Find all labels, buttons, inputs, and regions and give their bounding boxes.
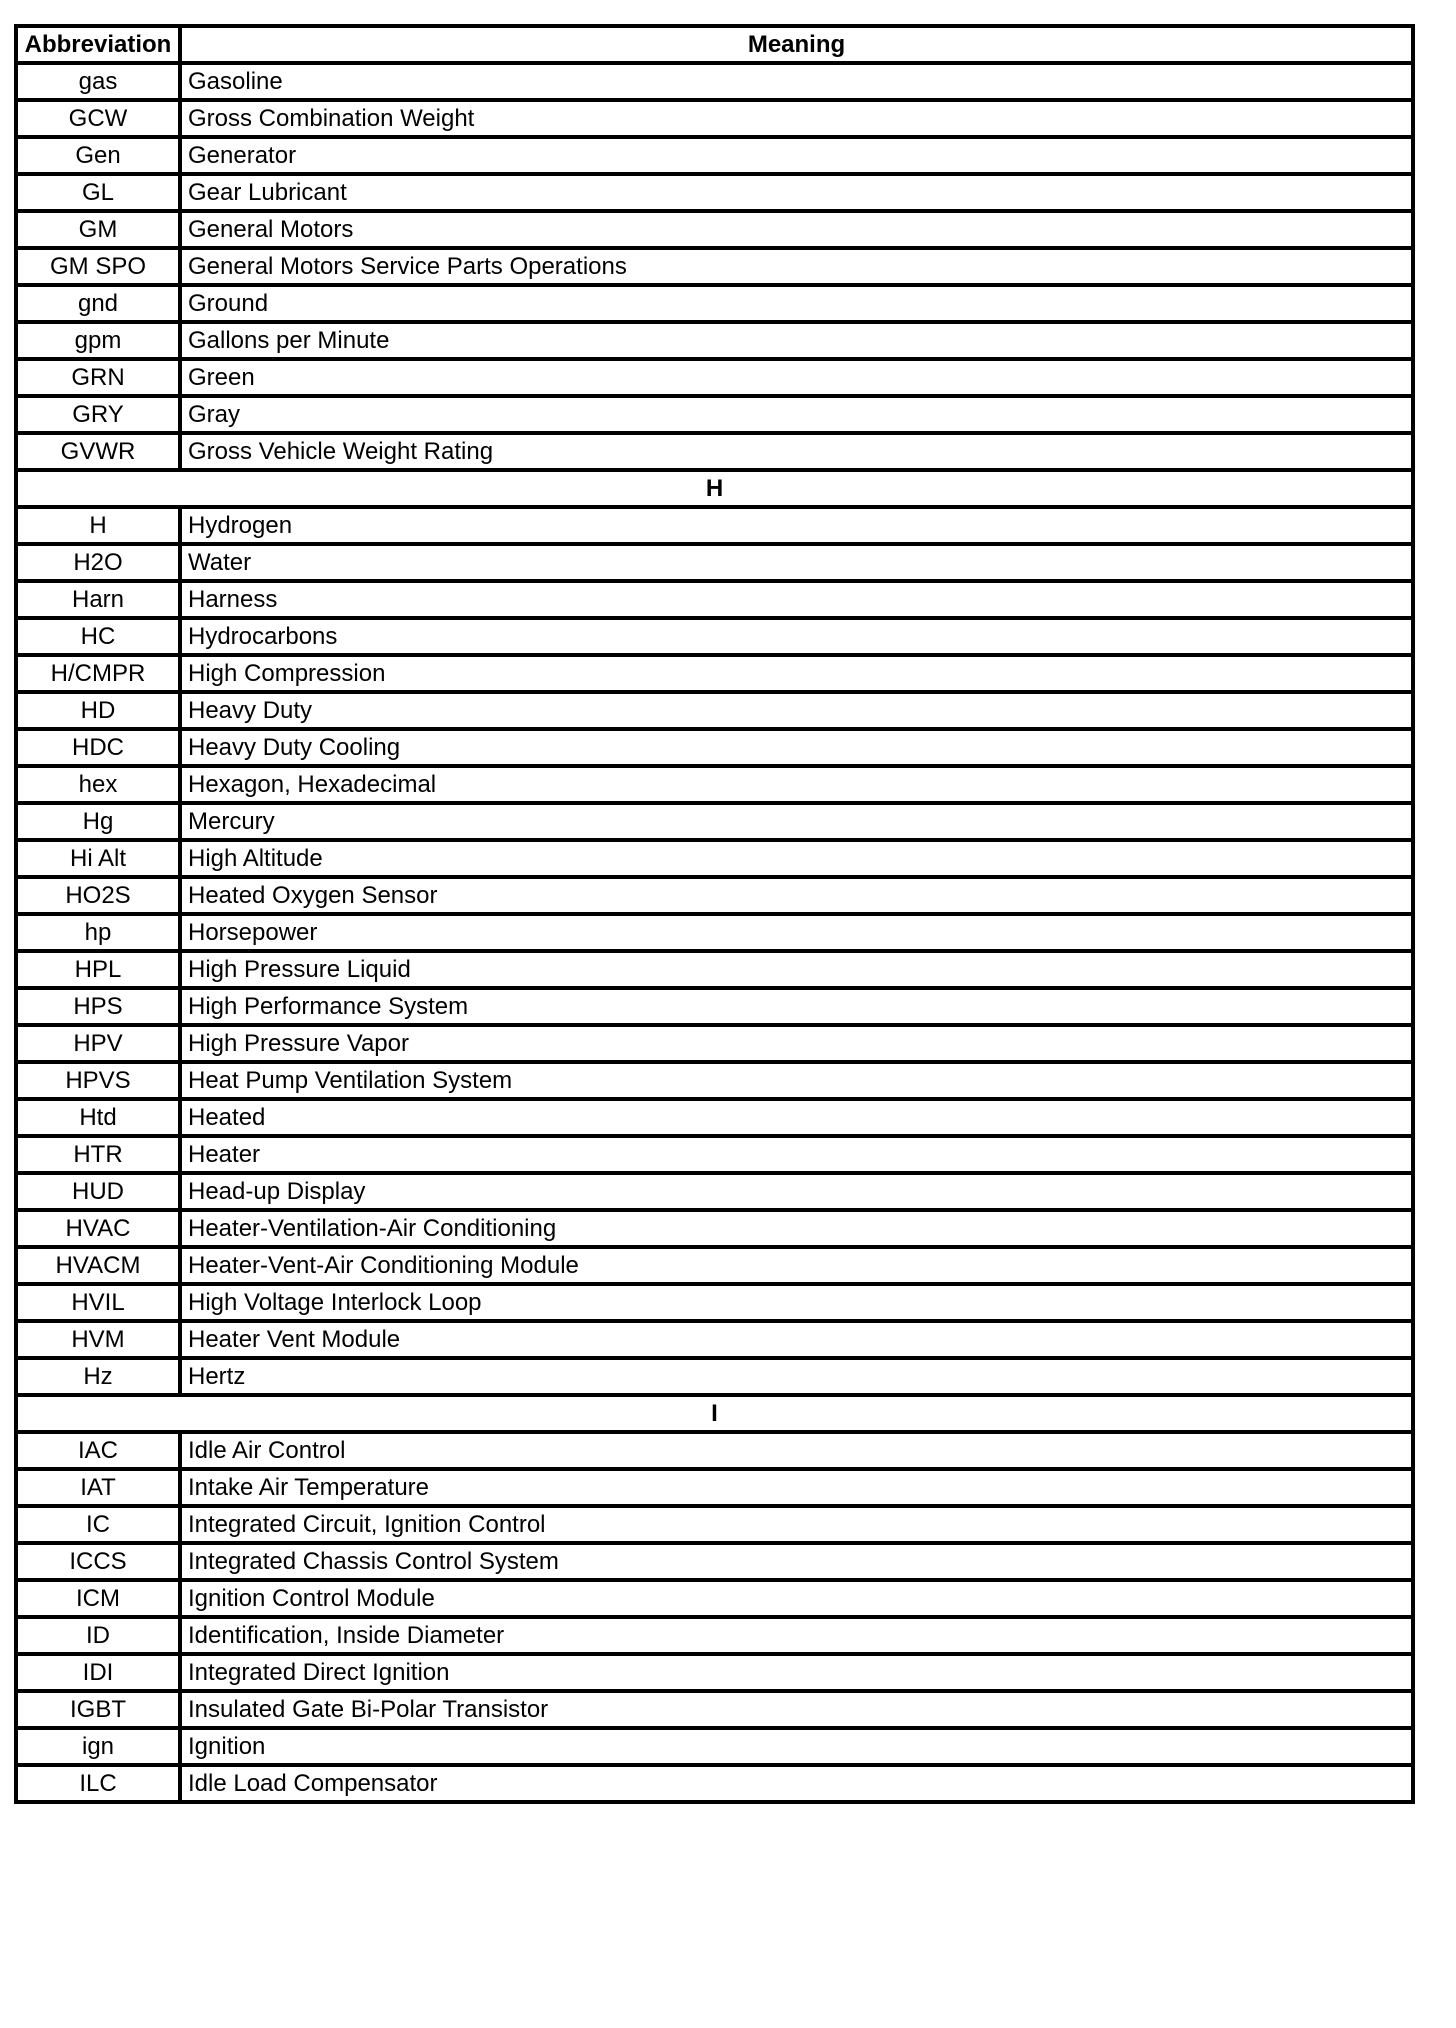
- meaning-cell: General Motors Service Parts Operations: [180, 248, 1413, 285]
- table-row: [16, 877, 1413, 914]
- table-row: [16, 248, 1413, 285]
- abbreviation-cell: H2O: [16, 544, 180, 581]
- abbreviation-cell: ICCS: [16, 1543, 180, 1580]
- table-row: [16, 1580, 1413, 1617]
- abbreviation-cell: H: [16, 507, 180, 544]
- abbreviation-cell: hex: [16, 766, 180, 803]
- abbreviation-cell: HVIL: [16, 1284, 180, 1321]
- table-row: [16, 100, 1413, 137]
- table-row: [16, 1432, 1413, 1469]
- table-row: [16, 618, 1413, 655]
- abbreviation-cell: HDC: [16, 729, 180, 766]
- table-row: [16, 1358, 1413, 1395]
- abbreviation-cell: Hz: [16, 1358, 180, 1395]
- table-row: [16, 581, 1413, 618]
- table-row: [16, 840, 1413, 877]
- abbreviation-cell: Hg: [16, 803, 180, 840]
- abbreviation-cell: H/CMPR: [16, 655, 180, 692]
- abbreviation-cell: HO2S: [16, 877, 180, 914]
- meaning-cell: Hertz: [180, 1358, 1413, 1395]
- table-row: [16, 1691, 1413, 1728]
- abbreviation-cell: HTR: [16, 1136, 180, 1173]
- table-row: [16, 507, 1413, 544]
- abbreviation-cell: GM: [16, 211, 180, 248]
- meaning-cell: Idle Load Compensator: [180, 1765, 1413, 1802]
- abbreviation-cell: GRN: [16, 359, 180, 396]
- abbreviation-cell: GRY: [16, 396, 180, 433]
- abbreviation-cell: GVWR: [16, 433, 180, 470]
- table-row: [16, 1543, 1413, 1580]
- meaning-cell: Mercury: [180, 803, 1413, 840]
- abbreviation-cell: IDI: [16, 1654, 180, 1691]
- meaning-cell: Heater-Vent-Air Conditioning Module: [180, 1247, 1413, 1284]
- abbreviation-cell: HPS: [16, 988, 180, 1025]
- abbreviation-cell: HUD: [16, 1173, 180, 1210]
- meaning-cell: Ignition: [180, 1728, 1413, 1765]
- table-row: [16, 766, 1413, 803]
- table-row: [16, 1136, 1413, 1173]
- abbreviations-table: [14, 24, 1415, 1804]
- table-row: [16, 1765, 1413, 1802]
- meaning-cell: High Altitude: [180, 840, 1413, 877]
- meaning-cell: Hydrocarbons: [180, 618, 1413, 655]
- meaning-cell: Heated Oxygen Sensor: [180, 877, 1413, 914]
- table-body: [16, 63, 1413, 1802]
- meaning-cell: High Pressure Vapor: [180, 1025, 1413, 1062]
- abbreviation-cell: Htd: [16, 1099, 180, 1136]
- abbreviation-cell: IAT: [16, 1469, 180, 1506]
- meaning-cell: Insulated Gate Bi-Polar Transistor: [180, 1691, 1413, 1728]
- table-row: [16, 1099, 1413, 1136]
- meaning-cell: Heavy Duty: [180, 692, 1413, 729]
- meaning-cell: Head-up Display: [180, 1173, 1413, 1210]
- header-row: [16, 26, 1413, 63]
- abbreviation-cell: GCW: [16, 100, 180, 137]
- meaning-cell: Green: [180, 359, 1413, 396]
- meaning-cell: Integrated Direct Ignition: [180, 1654, 1413, 1691]
- meaning-cell: High Pressure Liquid: [180, 951, 1413, 988]
- meaning-cell: High Voltage Interlock Loop: [180, 1284, 1413, 1321]
- table-row: [16, 1617, 1413, 1654]
- section-heading-row: [16, 470, 1413, 507]
- abbreviation-column-header: Abbreviation: [16, 26, 180, 63]
- meaning-cell: Ignition Control Module: [180, 1580, 1413, 1617]
- abbreviation-cell: HPV: [16, 1025, 180, 1062]
- meaning-cell: Heater-Ventilation-Air Conditioning: [180, 1210, 1413, 1247]
- meaning-cell: Harness: [180, 581, 1413, 618]
- meaning-cell: Heated: [180, 1099, 1413, 1136]
- abbreviation-cell: gas: [16, 63, 180, 100]
- table-row: [16, 1321, 1413, 1358]
- table-row: [16, 1469, 1413, 1506]
- meaning-cell: Hexagon, Hexadecimal: [180, 766, 1413, 803]
- table-row: [16, 1654, 1413, 1691]
- abbreviation-cell: gnd: [16, 285, 180, 322]
- table-row: [16, 285, 1413, 322]
- section-heading: H: [16, 470, 1413, 507]
- meaning-cell: Heat Pump Ventilation System: [180, 1062, 1413, 1099]
- abbreviation-cell: HPL: [16, 951, 180, 988]
- meaning-cell: Heavy Duty Cooling: [180, 729, 1413, 766]
- meaning-cell: Ground: [180, 285, 1413, 322]
- abbreviation-cell: ID: [16, 1617, 180, 1654]
- abbreviation-cell: IAC: [16, 1432, 180, 1469]
- abbreviation-cell: gpm: [16, 322, 180, 359]
- table-row: [16, 544, 1413, 581]
- table-row: [16, 692, 1413, 729]
- abbreviation-cell: HPVS: [16, 1062, 180, 1099]
- table-row: [16, 322, 1413, 359]
- meaning-cell: Identification, Inside Diameter: [180, 1617, 1413, 1654]
- meaning-cell: Horsepower: [180, 914, 1413, 951]
- meaning-cell: Gear Lubricant: [180, 174, 1413, 211]
- table-row: [16, 803, 1413, 840]
- section-heading-row: [16, 1395, 1413, 1432]
- table-header: [16, 26, 1413, 63]
- table-row: [16, 1210, 1413, 1247]
- abbreviation-cell: GM SPO: [16, 248, 180, 285]
- table-row: [16, 1062, 1413, 1099]
- meaning-cell: Gallons per Minute: [180, 322, 1413, 359]
- meaning-column-header: Meaning: [180, 26, 1413, 63]
- table-row: [16, 1728, 1413, 1765]
- meaning-cell: Integrated Circuit, Ignition Control: [180, 1506, 1413, 1543]
- abbreviation-cell: HVACM: [16, 1247, 180, 1284]
- abbreviation-cell: HC: [16, 618, 180, 655]
- table-row: [16, 137, 1413, 174]
- abbreviation-cell: HVAC: [16, 1210, 180, 1247]
- table-row: [16, 951, 1413, 988]
- table-row: [16, 174, 1413, 211]
- meaning-cell: Gross Combination Weight: [180, 100, 1413, 137]
- abbreviation-cell: HVM: [16, 1321, 180, 1358]
- table-row: [16, 914, 1413, 951]
- table-row: [16, 63, 1413, 100]
- table-row: [16, 1173, 1413, 1210]
- table-row: [16, 1284, 1413, 1321]
- table-row: [16, 1025, 1413, 1062]
- abbreviation-cell: ICM: [16, 1580, 180, 1617]
- meaning-cell: Water: [180, 544, 1413, 581]
- table-row: [16, 655, 1413, 692]
- table-row: [16, 359, 1413, 396]
- meaning-cell: Gross Vehicle Weight Rating: [180, 433, 1413, 470]
- abbreviation-cell: Hi Alt: [16, 840, 180, 877]
- table-row: [16, 988, 1413, 1025]
- abbreviation-cell: IC: [16, 1506, 180, 1543]
- meaning-cell: Intake Air Temperature: [180, 1469, 1413, 1506]
- meaning-cell: General Motors: [180, 211, 1413, 248]
- section-heading: I: [16, 1395, 1413, 1432]
- abbreviation-cell: ign: [16, 1728, 180, 1765]
- abbreviation-cell: GL: [16, 174, 180, 211]
- meaning-cell: Integrated Chassis Control System: [180, 1543, 1413, 1580]
- meaning-cell: Heater Vent Module: [180, 1321, 1413, 1358]
- meaning-cell: Gray: [180, 396, 1413, 433]
- meaning-cell: High Compression: [180, 655, 1413, 692]
- table-row: [16, 729, 1413, 766]
- table-row: [16, 1247, 1413, 1284]
- abbreviation-cell: IGBT: [16, 1691, 180, 1728]
- table-row: [16, 396, 1413, 433]
- table-row: [16, 211, 1413, 248]
- abbreviation-cell: Gen: [16, 137, 180, 174]
- meaning-cell: Hydrogen: [180, 507, 1413, 544]
- meaning-cell: High Performance System: [180, 988, 1413, 1025]
- meaning-cell: Generator: [180, 137, 1413, 174]
- meaning-cell: Gasoline: [180, 63, 1413, 100]
- table-row: [16, 1506, 1413, 1543]
- abbreviation-cell: hp: [16, 914, 180, 951]
- abbreviation-cell: HD: [16, 692, 180, 729]
- abbreviation-cell: Harn: [16, 581, 180, 618]
- meaning-cell: Heater: [180, 1136, 1413, 1173]
- abbreviation-cell: ILC: [16, 1765, 180, 1802]
- table-row: [16, 433, 1413, 470]
- meaning-cell: Idle Air Control: [180, 1432, 1413, 1469]
